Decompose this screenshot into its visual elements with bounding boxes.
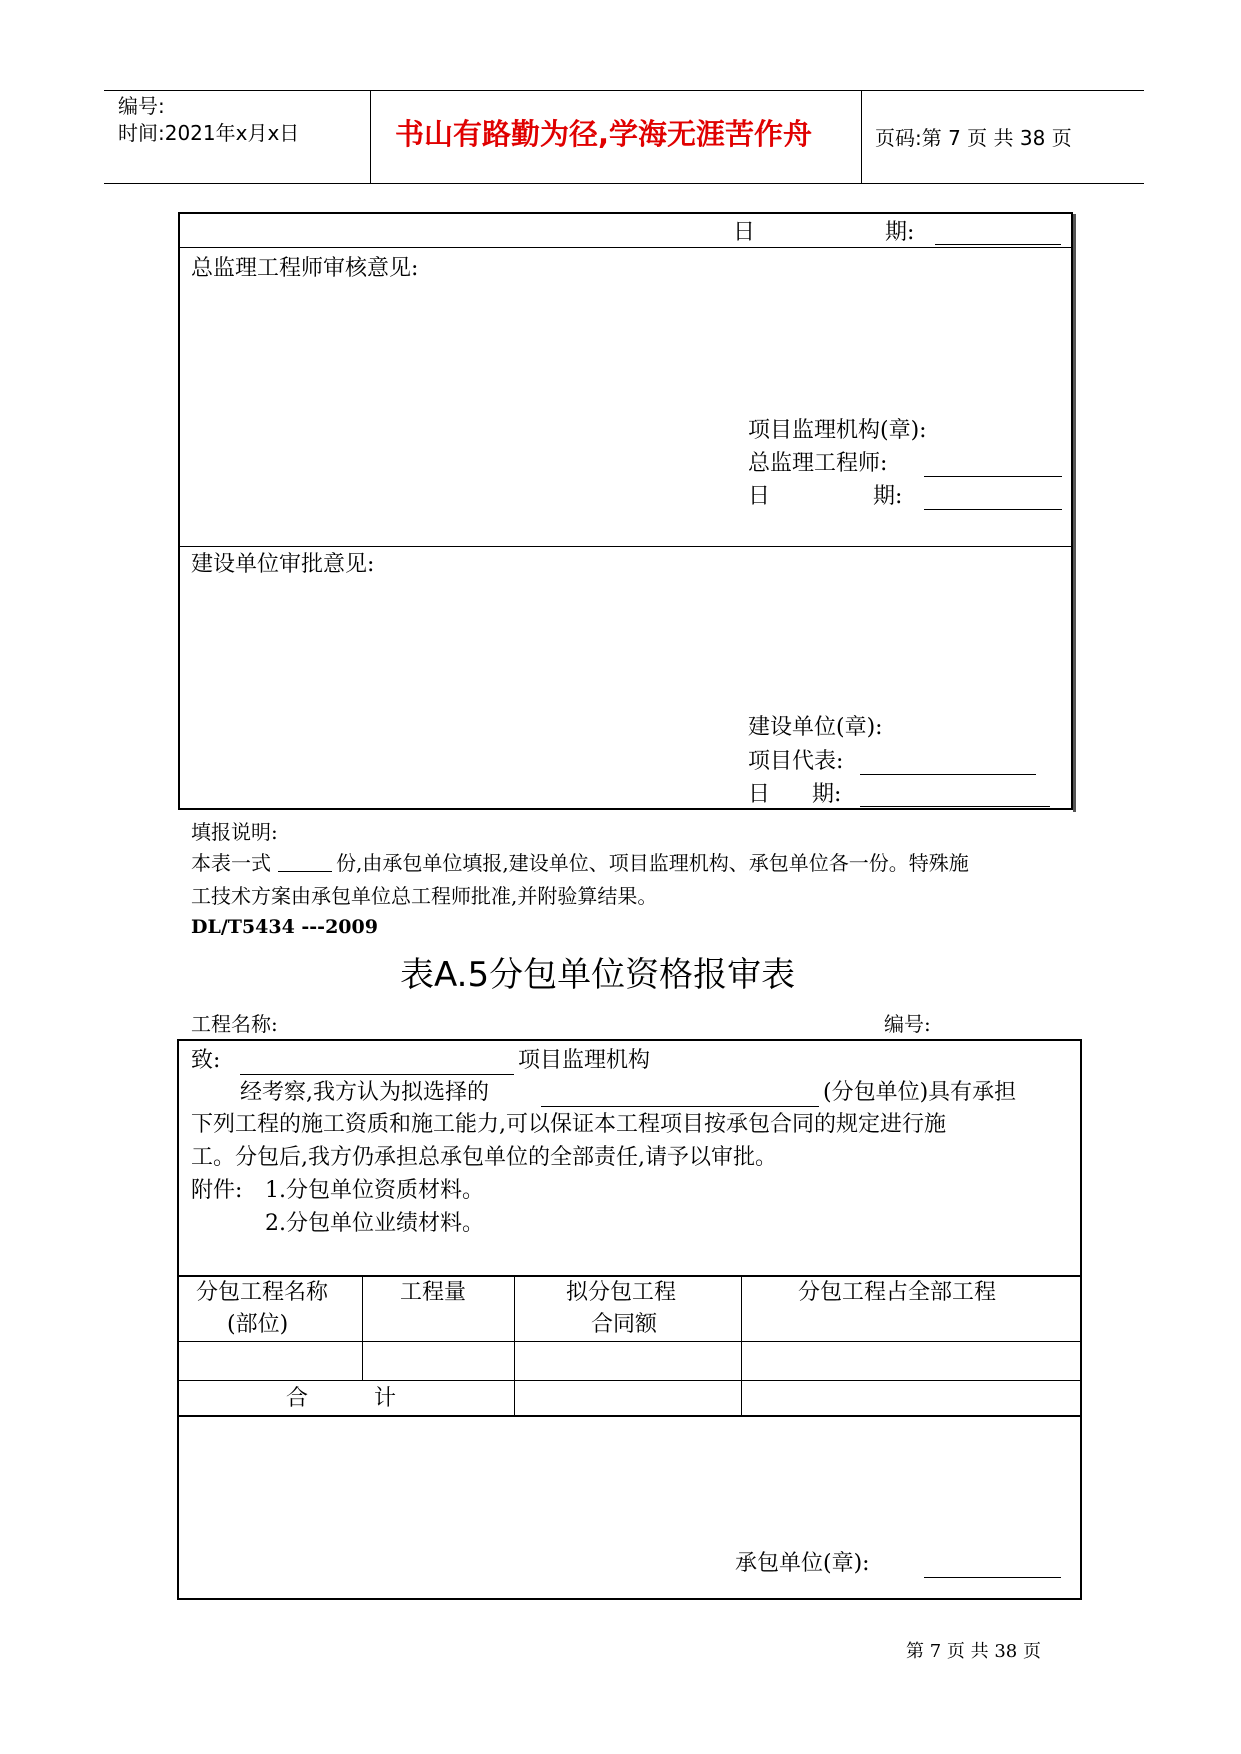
notes-line1-rest: 份,由承包单位填报,建设单位、项目监理机构、承包单位各一份。特殊施: [336, 851, 969, 875]
supervision-date-label: 日: [748, 484, 771, 509]
a4-outer-box: [178, 212, 1073, 810]
owner-seal-label: 建设单位(章):: [748, 715, 883, 740]
form-number-label: 编号:: [884, 1012, 931, 1036]
chief-engineer-sign-label: 总监理工程师:: [748, 451, 888, 476]
col-header-quantity: 工程量: [400, 1280, 467, 1305]
supervision-date-label-suffix: 期:: [873, 484, 903, 509]
owner-opinion-label: 建设单位审批意见:: [191, 552, 375, 577]
date-row-label-suffix: 期:: [885, 220, 915, 245]
total-label: 合: [286, 1386, 309, 1411]
para-start: 经考察,我方认为拟选择的: [240, 1080, 489, 1105]
chief-engineer-opinion-label: 总监理工程师审核意见:: [191, 256, 419, 281]
project-name-label: 工程名称:: [191, 1012, 278, 1036]
col-header-name: 分包工程名称: [196, 1280, 329, 1305]
table-col-rule-3: [741, 1275, 742, 1415]
owner-date-label: 日: [748, 782, 771, 807]
owner-date-label-suffix: 期:: [812, 782, 842, 807]
chief-engineer-sign-blank[interactable]: [924, 476, 1062, 477]
form-title: 表A.5分包单位资格报审表: [400, 955, 796, 995]
project-rep-label: 项目代表:: [748, 749, 844, 774]
total-label-suffix: 计: [374, 1386, 397, 1411]
time-label: 时间:2021年x月x日: [118, 121, 300, 145]
table-top-rule: [177, 1275, 1082, 1277]
col-header-amount: 合同额: [591, 1312, 658, 1337]
contractor-seal-label: 承包单位(章):: [735, 1551, 870, 1576]
notes-title: 填报说明:: [191, 820, 278, 844]
to-suffix: 项目监理机构: [518, 1048, 651, 1073]
contractor-seal-blank[interactable]: [924, 1577, 1061, 1578]
col-header-proportion: 分包工程占全部工程: [798, 1280, 997, 1305]
para-line2: 下列工程的施工资质和施工能力,可以保证本工程项目按承包合同的规定进行施: [191, 1112, 946, 1137]
page-footer: 第 7 页 共 38 页: [906, 1641, 1041, 1662]
a4-box-shadow: [1073, 214, 1076, 812]
a4-row-rule-2: [178, 546, 1073, 547]
a4-row-rule-1: [178, 247, 1073, 248]
subcontractor-blank[interactable]: [541, 1106, 819, 1107]
para-line3: 工。分包后,我方仍承担总承包单位的全部责任,请予以审批。: [191, 1145, 777, 1170]
notes-line1-start: 本表一式: [191, 851, 271, 875]
col-header-part: (部位): [227, 1312, 289, 1337]
page-indicator: 页码:第 7 页 共 38 页: [875, 126, 1072, 150]
serial-label: 编号:: [118, 94, 165, 118]
para-end: (分包单位)具有承担: [823, 1080, 1017, 1105]
supervision-date-blank[interactable]: [924, 509, 1062, 510]
header-divider-left: [370, 90, 371, 183]
attachment-label: 附件:: [191, 1178, 243, 1203]
project-rep-blank[interactable]: [860, 774, 1036, 775]
owner-date-blank[interactable]: [860, 806, 1050, 807]
to-label: 致:: [191, 1048, 221, 1073]
col-header-subcontract: 拟分包工程: [566, 1280, 677, 1305]
table-col-rule-2: [514, 1275, 515, 1415]
standard-code: DL/T5434 ---2009: [191, 916, 378, 938]
notes-line2: 工技术方案由承包单位总工程师批准,并附验算结果。: [191, 884, 658, 908]
attachment-1: 1.分包单位资质材料。: [265, 1178, 484, 1203]
date-row-label: 日: [733, 220, 756, 245]
motto: 书山有路勤为径,学海无涯苦作舟: [395, 117, 813, 151]
copies-blank[interactable]: [278, 871, 332, 872]
date-row-blank[interactable]: [935, 244, 1061, 245]
attachment-2: 2.分包单位业绩材料。: [265, 1211, 484, 1236]
supervision-org-seal-label: 项目监理机构(章):: [748, 418, 927, 443]
to-blank[interactable]: [240, 1074, 514, 1075]
table-col-rule-1: [362, 1275, 363, 1380]
header-top-rule: [104, 90, 1144, 91]
table-header-bottom-rule: [177, 1341, 1082, 1342]
table-bottom-rule: [177, 1415, 1082, 1417]
header-bottom-rule: [104, 183, 1144, 184]
header-divider-right: [861, 90, 862, 183]
table-row-rule: [177, 1380, 1082, 1381]
